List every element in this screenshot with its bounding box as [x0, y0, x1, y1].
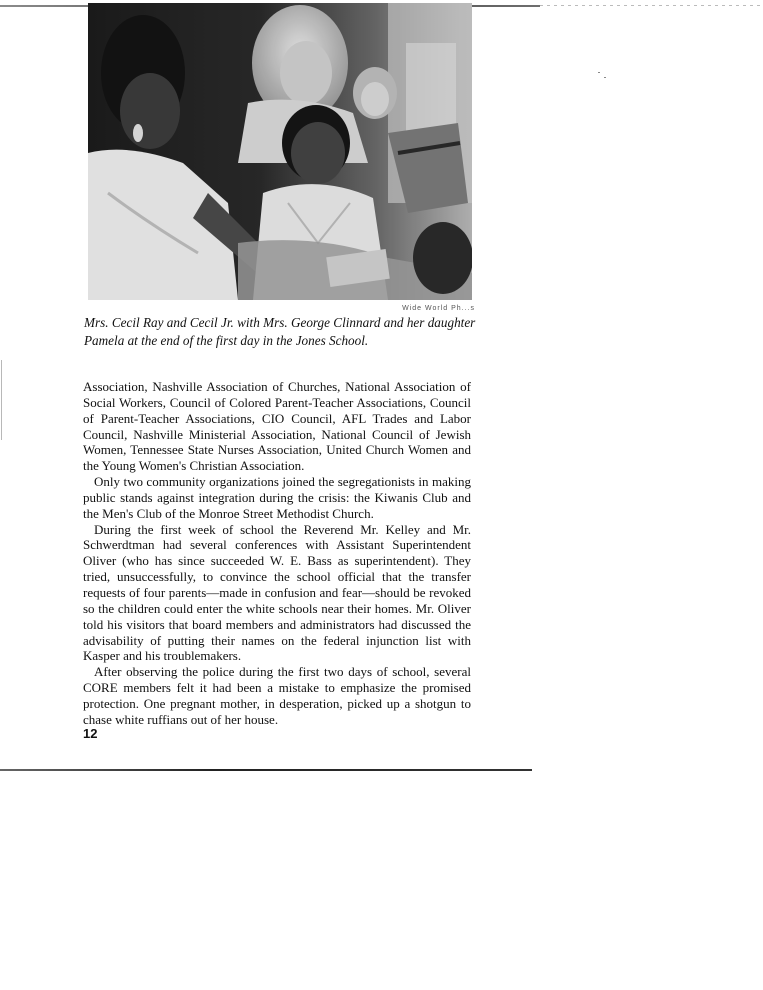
photograph: [88, 3, 472, 300]
scan-speck: [598, 72, 600, 73]
caption-line: Pamela at the end of the first day in the Jones School.: [84, 332, 369, 348]
body-text: [83, 379, 471, 728]
bottom-scan-edge: [0, 769, 532, 771]
paragraph: During the first week of school the Reverend Mr. Kelley and Mr. Schwerdtman had several conferences with Assistant Superintendent Oliver (who has since succeeded W. E. Bass as superintendent). They tried, unsuccessfully, to convince the school official that the transfer requests of four parents—made in confusion and fear—should be revoked so the children could enter the white schools near their homes. Mr. Oliver told his visitors that board members and administrators had discussed the advisability of putting their names on the federal injunction list with Kasper and his troublemakers.: [83, 521, 471, 664]
scan-speck: [604, 77, 606, 78]
paragraph: Association, Nashville Association of Churches, National Association of Social Workers, Council of Colored Parent-Teacher Associations, Council of Parent-Teacher Associations, CIO Council, AFL Trades and Labor Council, Nashville Ministerial Association, National Council of Jewish Women, Tennessee State Nurses Association, United Church Women and the Young Women's Christian Association.: [83, 379, 471, 474]
page-number: 12: [83, 726, 98, 741]
photo-caption: [84, 314, 476, 349]
left-scan-edge: [1, 360, 2, 440]
paragraph: Only two community organizations joined the segregationists in making public stands against integration during the crisis: the Kiwanis Club and the Men's Club of the Monroe Street Methodist Church.: [83, 474, 471, 521]
photo-credit: Wide World Ph...s: [402, 305, 475, 312]
photograph-image: [88, 3, 472, 300]
top-scan-edge-faint: [540, 5, 763, 6]
paragraph: After observing the police during the first two days of school, several CORE members felt it had been a mistake to emphasize the promised protection. One pregnant mother, in desperation, picked up a shotgun to chase white ruffians out of her house.: [83, 664, 471, 727]
caption-line: Mrs. Cecil Ray and Cecil Jr. with Mrs. George Clinnard and her daughter: [84, 315, 476, 330]
